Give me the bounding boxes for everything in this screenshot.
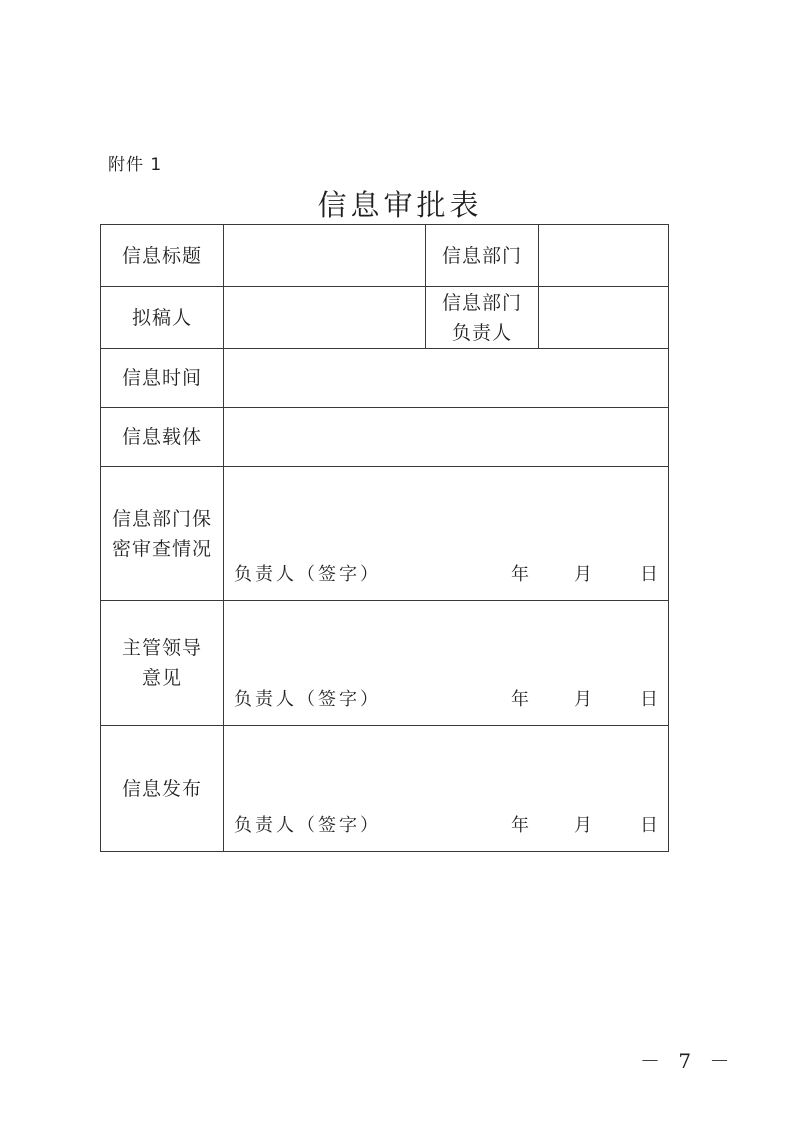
signature-label: 负责人（签字） — [234, 815, 381, 836]
label-leader-line1: 主管领导 — [121, 637, 202, 659]
month-label: 月 — [574, 815, 592, 836]
year-label: 年 — [511, 689, 529, 710]
signature-label: 负责人（签字） — [234, 564, 381, 585]
label-info-title: 信息标题 — [101, 225, 224, 287]
row-publish — [101, 726, 669, 852]
label-secrecy-line1: 信息部门保 — [111, 507, 212, 530]
row-drafter — [101, 287, 669, 349]
field-info-title[interactable] — [224, 225, 426, 287]
page-number: － 7 － — [640, 1049, 736, 1073]
label-publish: 信息发布 — [101, 726, 224, 852]
year-label: 年 — [511, 564, 529, 585]
year-label: 年 — [511, 815, 529, 836]
field-info-time[interactable] — [224, 349, 669, 408]
field-secrecy-review[interactable] — [224, 467, 669, 601]
field-dept-head[interactable] — [539, 287, 669, 349]
label-dept-head-line1: 信息部门 — [441, 291, 522, 314]
attachment-label: 附件 1 — [108, 155, 163, 175]
field-info-dept[interactable] — [539, 225, 669, 287]
label-info-carrier: 信息载体 — [101, 408, 224, 467]
row-info-title — [101, 225, 669, 287]
field-publish[interactable] — [224, 726, 669, 852]
label-secrecy-review — [101, 467, 224, 601]
label-dept-head — [426, 287, 539, 349]
label-info-dept: 信息部门 — [426, 225, 539, 287]
row-info-carrier — [101, 408, 669, 467]
row-info-time — [101, 349, 669, 408]
label-info-time: 信息时间 — [101, 349, 224, 408]
day-label: 日 — [640, 815, 658, 836]
field-leader-opinion[interactable] — [224, 601, 669, 726]
month-label: 月 — [574, 564, 592, 585]
field-info-carrier[interactable] — [224, 408, 669, 467]
approval-form-table — [100, 224, 669, 852]
month-label: 月 — [574, 689, 592, 710]
day-label: 日 — [640, 689, 658, 710]
form-title: 信息审批表 — [317, 188, 483, 222]
row-leader-opinion — [101, 601, 669, 726]
label-leader-line2: 意见 — [141, 667, 182, 689]
label-secrecy-line2: 密审查情况 — [111, 537, 212, 560]
day-label: 日 — [640, 564, 658, 585]
field-drafter[interactable] — [224, 287, 426, 349]
row-secrecy-review — [101, 467, 669, 601]
label-drafter: 拟稿人 — [101, 287, 224, 349]
label-leader-opinion — [101, 601, 224, 726]
signature-label: 负责人（签字） — [234, 689, 381, 710]
label-dept-head-line2: 负责人 — [451, 321, 512, 344]
